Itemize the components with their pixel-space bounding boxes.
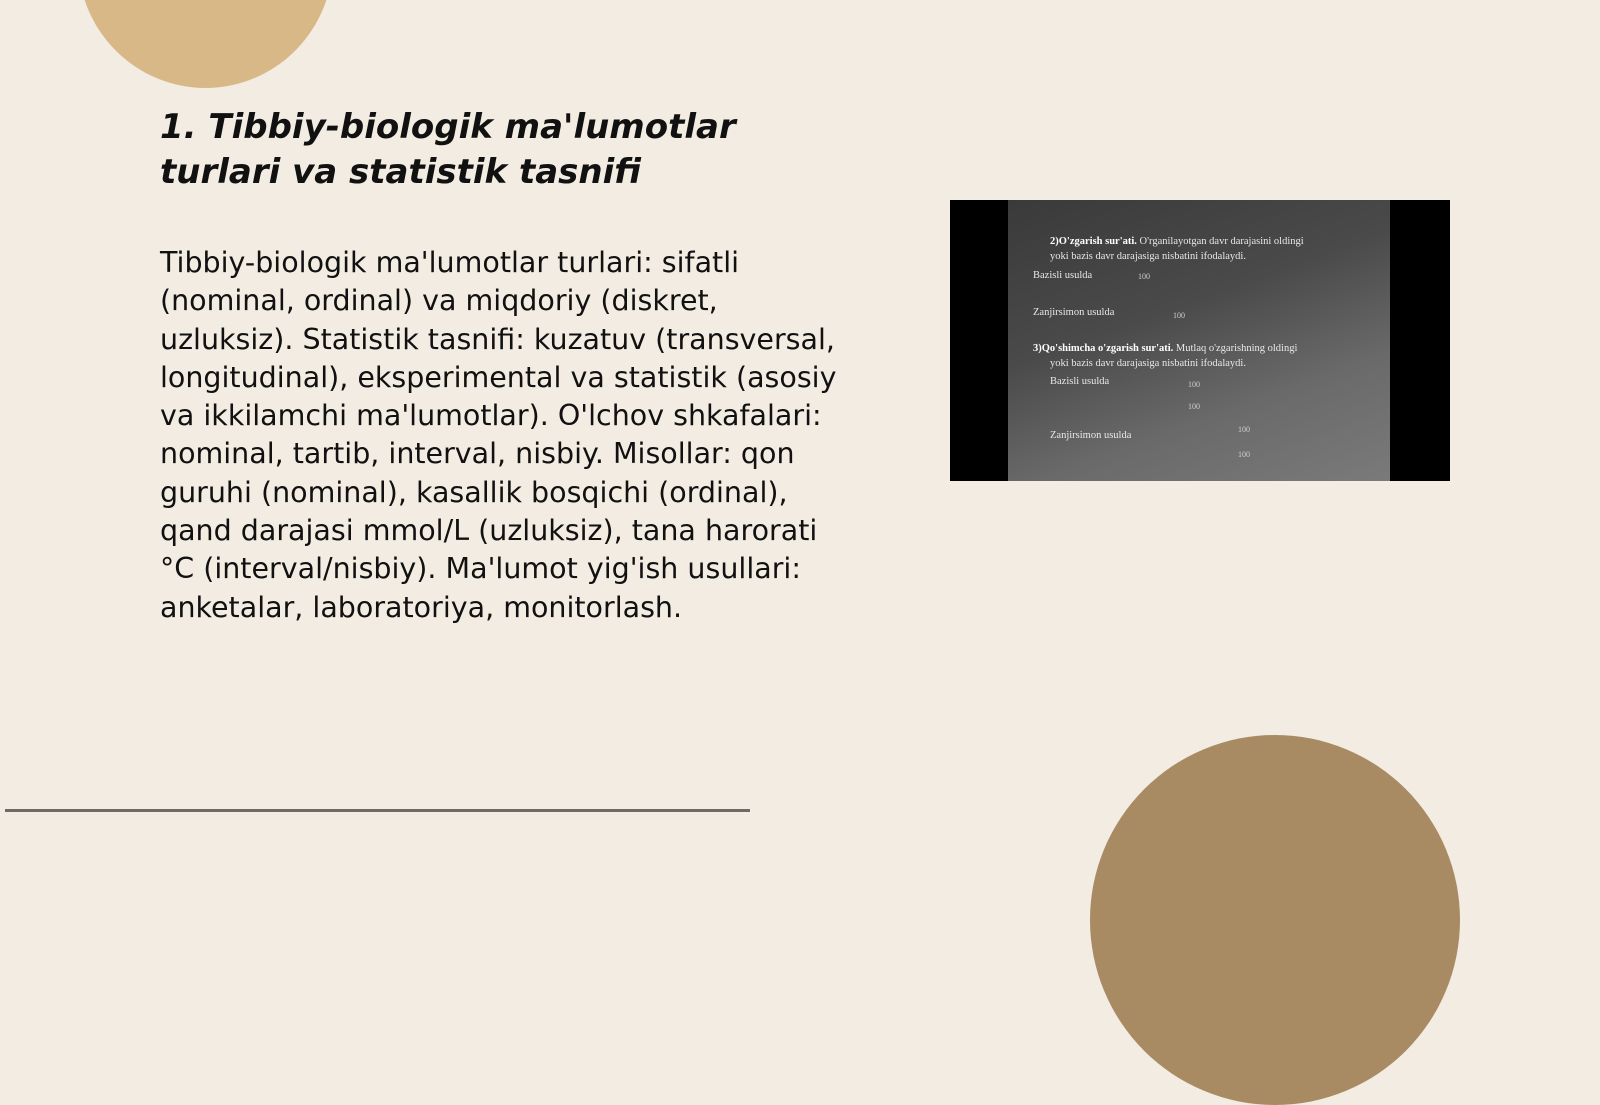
embedded-formula-6: 100 xyxy=(1238,450,1250,459)
embedded-formula-3: 100 xyxy=(1188,380,1200,389)
embedded-slide-content xyxy=(1008,200,1390,481)
embedded-label-zanjirsimon-2: Zanjirsimon usulda xyxy=(1050,430,1132,441)
decorative-circle-bottom xyxy=(1090,735,1460,1105)
slide-body-text: Tibbiy-biologik ma'lumotlar turlari: sifatli (nominal, ordinal) va miqdoriy (diskret, uzluksiz). Statistik tasnifi: kuzatuv (transversal, longitudinal), eksperimental va statistik (asosiy va ikkilamchi ma'lumotlar). O'lchov shkafalari: nominal, tartib, interval, nisbiy. Misollar: qon guruhi (nominal), kasallik bosqichi (ordinal), qand darajasi mmol/L (uzluksiz), tana harorati °C (interval/nisbiy). Ma'lumot yig'ish usullari: anketalar, laboratoriya, monitorlash. xyxy=(160,246,837,624)
embedded-formula-5: 100 xyxy=(1238,425,1250,434)
embedded-formula-1: 100 xyxy=(1138,272,1150,281)
horizontal-divider xyxy=(5,809,750,812)
embedded-formula-4: 100 xyxy=(1188,402,1200,411)
embedded-line-4: yoki bazis davr darajasiga nisbatini ifodalaydi. xyxy=(1050,358,1246,369)
slide-title: 1. Tibbiy-biologik ma'lumotlar turlari va statistik tasnifi xyxy=(160,107,736,192)
embedded-formula-2: 100 xyxy=(1173,311,1185,320)
embedded-label-bazisli-1: Bazisli usulda xyxy=(1033,270,1093,281)
decorative-circle-top xyxy=(78,0,333,88)
embedded-line-1: 2)O'zgarish sur'ati. O'rganilayotgan davr darajasini oldingi xyxy=(1050,236,1304,247)
embedded-slide-image xyxy=(950,200,1450,481)
embedded-line-3: 3)Qo'shimcha o'zgarish sur'ati. Mutlaq o'zgarishning oldingi xyxy=(1033,343,1298,354)
embedded-label-zanjirsimon-1: Zanjirsimon usulda xyxy=(1033,307,1115,318)
embedded-label-bazisli-2: Bazisli usulda xyxy=(1050,376,1110,387)
embedded-line-2: yoki bazis davr darajasiga nisbatini ifodalaydi. xyxy=(1050,251,1246,262)
